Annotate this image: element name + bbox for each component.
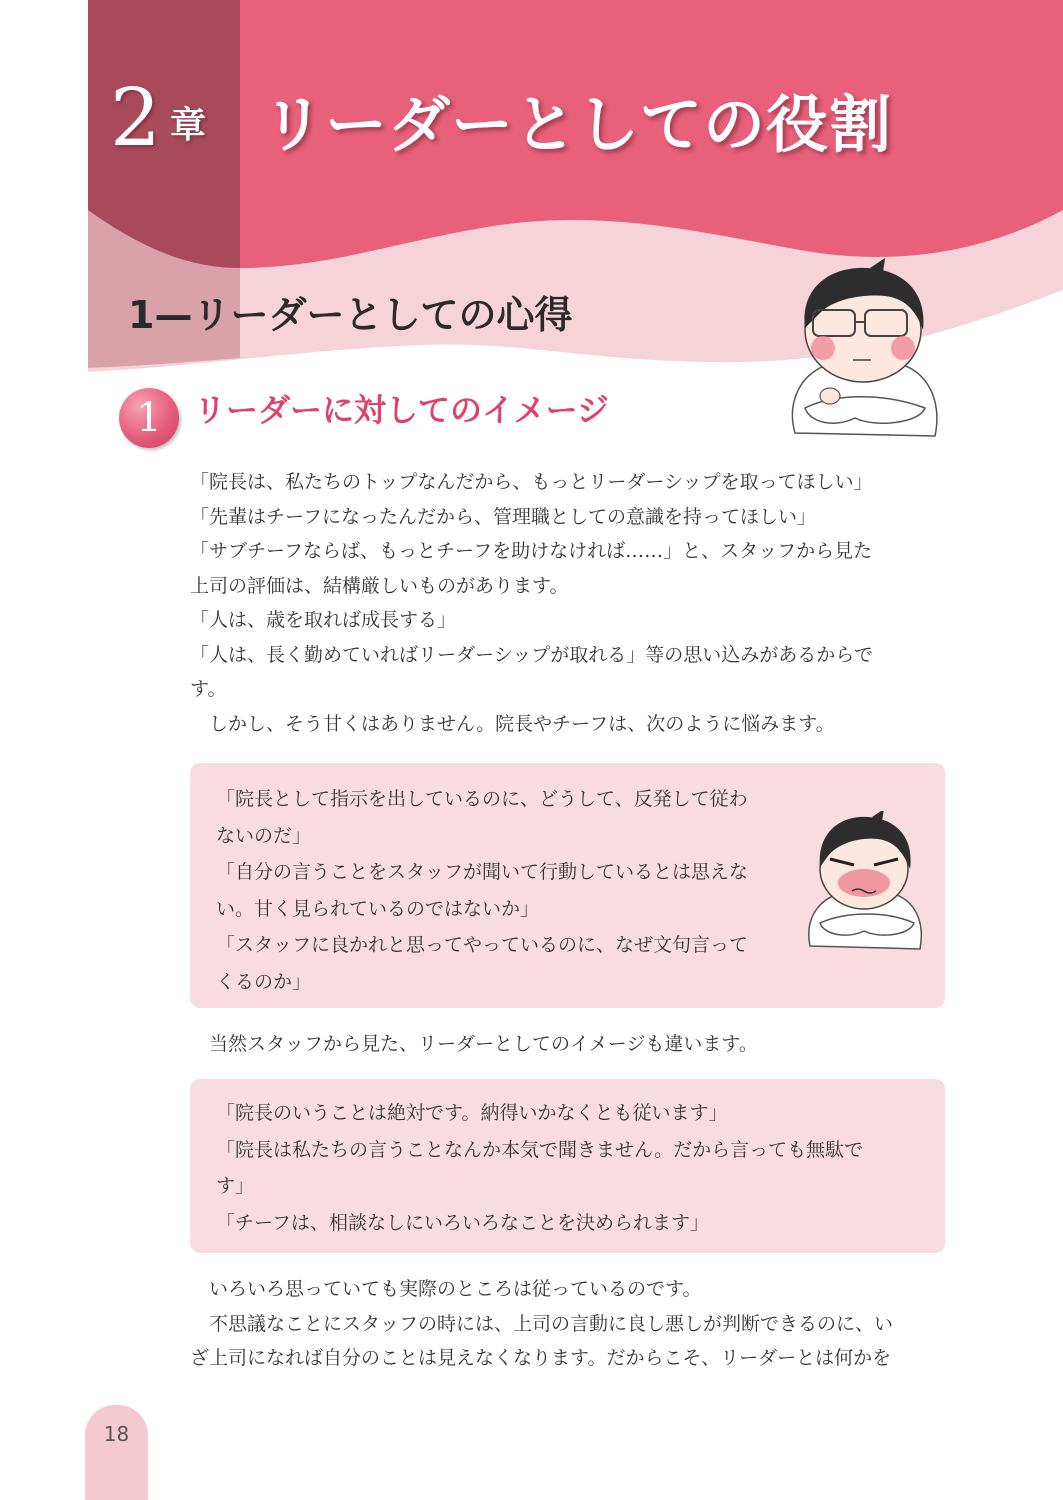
callout-line: くるのか」 <box>216 970 312 993</box>
body-line: 「サブチーフならば、もっとチーフを助けなければ……」と、スタッフから見た <box>190 540 873 562</box>
callout-box-staff-views <box>190 1079 945 1253</box>
callout-line: ないのだ」 <box>216 824 312 847</box>
body-line: ざ上司になれば自分のことは見えなくなります。だからこそ、リーダーとは何かを <box>190 1347 892 1369</box>
body-paragraph-1 <box>190 465 960 741</box>
body-line: 「院長は、私たちのトップなんだから、もっとリーダーシップを取ってほしい」 <box>190 471 873 493</box>
chapter-title: リーダーとしての役割 <box>262 88 893 161</box>
callout-line: す」 <box>216 1175 255 1197</box>
callout-line: い。甘く見られているのではないか」 <box>216 897 540 920</box>
body-line: 「先輩はチーフになったんだから、管理職としての意識を持ってほしい」 <box>190 505 817 528</box>
body-line: 不思議なことにスタッフの時には、上司の言動に良し悪しが判断できるのに、い <box>190 1312 894 1335</box>
callout-line: 「チーフは、相談なしにいろいろなことを決められます」 <box>216 1211 710 1234</box>
callout-line: 「スタッフに良かれと思ってやっているのに、なぜ文句言って <box>216 934 749 956</box>
subsection-number: 1 <box>136 395 162 441</box>
body-line: 「人は、長く勤めていればリーダーシップが取れる」等の思い込みがあるからで <box>190 643 874 666</box>
body-line: いろいろ思っていても実際のところは従っているのです。 <box>190 1278 702 1300</box>
thinking-man-icon <box>775 258 950 443</box>
subsection-title: リーダーに対してのイメージ <box>194 391 610 429</box>
body-line: 上司の評価は、結構厳しいものがあります。 <box>190 574 569 597</box>
page-number: 18 <box>103 1422 130 1446</box>
callout-line: 「自分の言うことをスタッフが聞いて行動しているとは思えな <box>216 861 749 883</box>
callout-box-leader-worries <box>190 763 945 1008</box>
angry-man-icon <box>802 811 927 951</box>
body-paragraph-3 <box>190 1272 960 1376</box>
chapter-number: 2 <box>110 71 161 164</box>
callout-text <box>216 781 796 1000</box>
page-number-tab <box>85 1405 148 1500</box>
callout-line: 「院長として指示を出しているのに、どうして、反発して従わ <box>216 788 748 810</box>
callout-line: 「院長のいうことは絶対です。納得いかなくとも従います」 <box>216 1102 728 1124</box>
body-paragraph-2 <box>190 1027 960 1062</box>
body-line: 当然スタッフから見た、リーダーとしてのイメージも違います。 <box>190 1033 758 1055</box>
callout-text <box>216 1095 931 1241</box>
body-line: 「人は、歳を取れば成長する」 <box>190 609 457 631</box>
body-line: しかし、そう甘くはありません。院長やチーフは、次のように悩みます。 <box>190 712 835 735</box>
callout-line: 「院長は私たちの言うことなんか本気で聞きません。だから言っても無駄で <box>216 1138 864 1161</box>
chapter-label: 章 <box>170 105 207 146</box>
section-title: 1—リーダーとしての心得 <box>128 293 573 337</box>
body-line: す。 <box>190 678 227 700</box>
